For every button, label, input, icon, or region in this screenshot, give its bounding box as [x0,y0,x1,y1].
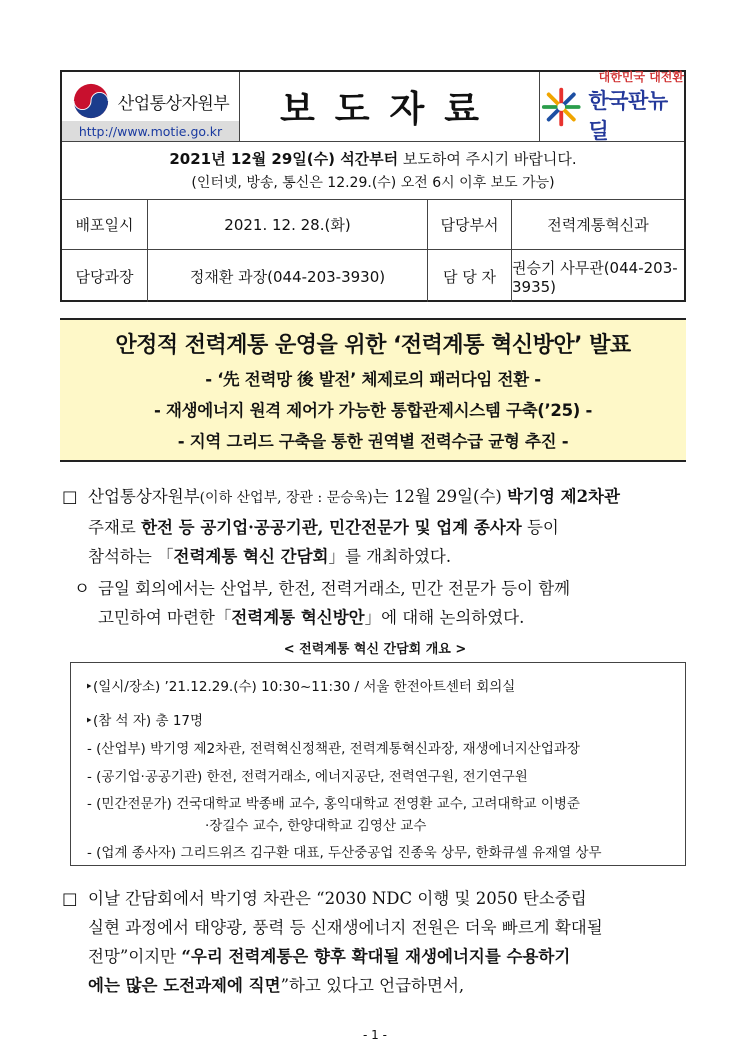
overview-box [70,662,686,866]
headline-subtitle-2: - 재생에너지 원격 제어가 가능한 통합관제시스템 구축(’25) - [153,401,593,420]
p1-meeting-name: 전력계통 혁신 간담회 [173,547,329,566]
p3-line-1: 이날 간담회에서 박기영 차관은 “2030 NDC 이행 및 2050 탄소중립 [88,889,587,908]
p1-abbrev: (이하 산업부, 장관 : 문승욱) [199,490,373,506]
overview-industry-attendees: - (업계 종사자) 그리드위즈 김구환 대표, 두산중공업 진종욱 상무, 한화큐셀 유재열 상무 [87,845,602,861]
new-deal-mark-icon [540,85,582,129]
overview-attendees-count: ‣(참 석 자) 총 17명 [85,713,204,729]
press-release-header [60,70,686,302]
paragraph-2 [74,574,694,632]
p1-chair: 주재로 [88,518,142,537]
p3-mention: ”하고 있다고 언급하면서, [280,976,465,995]
ministry-url-link[interactable]: http://www.motie.go.kr [62,121,239,141]
overview-ministry-attendees: - (산업부) 박기영 제2차관, 전력혁신정책관, 전력계통혁신과장, 재생에너지산업과장 [87,741,580,757]
paragraph-3 [62,884,692,1000]
department-value: 전력계통혁신과 [547,216,649,234]
new-deal-title: 한국판뉴딜 [588,89,668,143]
circle-bullet: ㅇ [74,579,90,598]
p1-ministry: 산업통상자원부 [88,487,200,506]
press-release-title: 보도자료 [240,72,540,141]
overview-datetime: ‣(일시/장소) ’21.12.29.(수) 10:30~11:30 / 서울 한전아트센터 회의실 [85,679,516,695]
overview-expert-attendees-cont: ·장길수 교수, 한양대학교 김영산 교수 [205,818,427,834]
embargo-notice [62,142,684,199]
taegeuk-emblem-icon [72,82,110,120]
p2-line-1: 금일 회의에서는 산업부, 한전, 전력거래소, 민간 전문가 등이 함께 [98,579,571,598]
ministry-logo-block [62,72,240,141]
new-deal-subtitle: 대한민국 대전환 [598,70,684,84]
release-date-label: 배포일시 [62,200,148,249]
p2-discussed: 」에 대해 논의하였다. [364,608,525,627]
p3-outlook: 전망”이지만 [88,947,182,966]
embargo-note: (인터넷, 방송, 통신은 12.29.(수) 오전 6시 이후 보도 가능) [191,174,555,191]
contact-info-row [62,250,684,302]
overview-public-attendees: - (공기업·공공기관) 한전, 전력거래소, 에너지공단, 전력연구원, 전기연구원 [87,769,528,785]
p3-quote-2: 에는 많은 도전과제에 직면 [88,976,281,995]
headline-title: 안정적 전력계통 운영을 위한 ‘전력계통 혁신방안’ 발표 [115,333,631,358]
p1-vice-minister: 박기영 제2차관 [507,487,620,506]
overview-expert-attendees: - (민간전문가) 건국대학교 박종배 교수, 홍익대학교 전영환 교수, 고려대학교 이병준 [87,796,580,812]
p1-held: 」를 개최하였다. [328,547,452,566]
p1-date: 는 12월 29일(수) [372,487,508,506]
embargo-date: 2021년 12월 29일(수) 석간부터 [169,149,399,168]
contact-label: 담 당 자 [428,250,512,302]
ministry-name: 산업통상자원부 [117,93,230,114]
manager-label: 담당과장 [62,250,148,302]
overview-title: < 전력계통 혁신 간담회 개요 > [283,642,467,657]
p1-etc: 등이 [521,518,559,537]
embargo-row [62,142,684,200]
department-label: 담당부서 [428,200,512,249]
header-title-row [62,72,684,142]
manager-value: 정재환 과장(044-203-3930) [148,250,428,302]
p2-plan-name: 전력계통 혁신방안 [231,608,365,627]
release-info-row [62,200,684,250]
p3-quote-1: “우리 전력계통은 향후 확대될 재생에너지를 수용하기 [181,947,571,966]
page-number: - 1 - [363,1028,387,1042]
p1-attendees: 한전 등 공기업·공공기관, 민간전문가 및 업계 종사자 [141,518,522,537]
p1-attend: 참석하는 「 [88,547,174,566]
headline-box [60,318,686,462]
headline-subtitle-1: - ‘先 전력망 後 발전’ 체제로의 패러다임 전환 - [205,370,541,389]
p3-line-2: 실현 과정에서 태양광, 풍력 등 신재생에너지 전원은 더욱 빠르게 확대될 [88,918,603,937]
square-bullet: □ [62,889,78,908]
paragraph-1 [62,482,692,571]
release-date-value: 2021. 12. 28.(화) [148,200,428,249]
korean-new-deal-logo [540,72,684,141]
p2-prepared: 고민하여 마련한「 [98,608,232,627]
headline-subtitle-3: - 지역 그리드 구축을 통한 권역별 전력수급 균형 추진 - [177,432,569,451]
contact-value: 권승기 사무관(044-203-3935) [512,258,678,296]
embargo-text: 보도하여 주시기 바랍니다. [398,149,577,168]
square-bullet: □ [62,487,78,506]
